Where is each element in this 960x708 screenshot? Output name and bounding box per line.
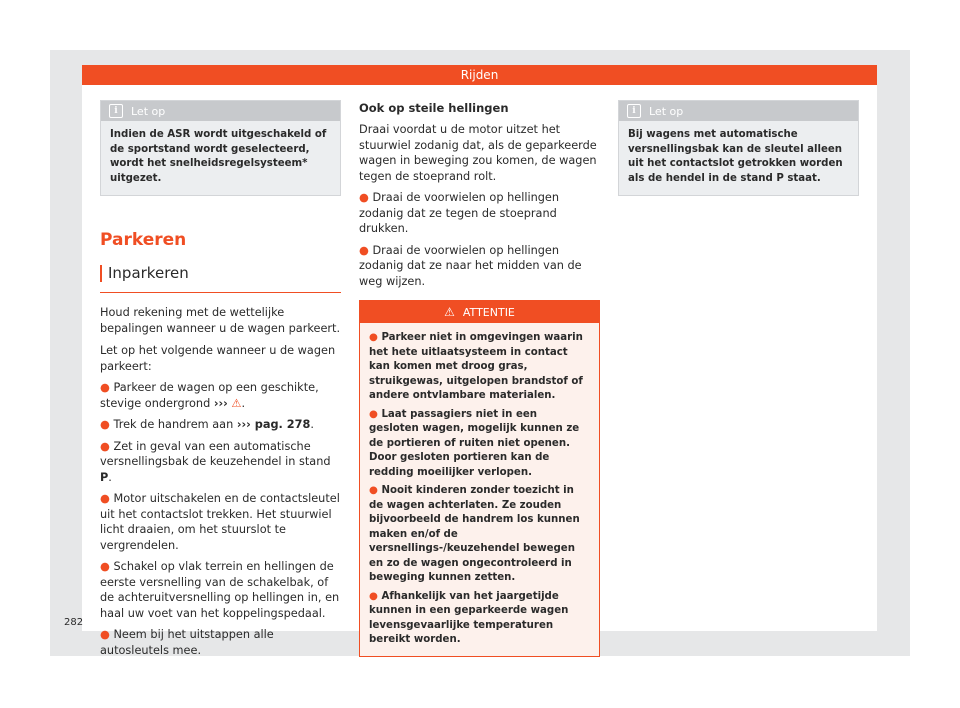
warning-item: ● Parkeer niet in omgevingen waarin het hete uitlaatsysteem in contact kan komen met droog gras, struikgewas, uitgelopen brandstof of andere ontvlambare materialen. xyxy=(369,332,583,401)
subsection-heading xyxy=(100,264,341,293)
chapter-header xyxy=(82,65,877,85)
warning-body xyxy=(360,323,599,656)
manual-page xyxy=(82,65,877,657)
cross-reference-link[interactable]: ››› pag. 278 xyxy=(236,418,311,431)
info-icon: i xyxy=(109,104,123,118)
bullet-item: ● Draai de voorwielen op hellingen zodanig dat ze tegen de stoeprand drukken. xyxy=(359,191,560,235)
page-number: 282 xyxy=(64,617,84,628)
bullet-item: ● Parkeer de wagen op een geschikte, stevige ondergrond ››› ⚠. xyxy=(100,381,319,410)
bullet-item: ● Zet in geval van een automatische versnellingsbak de keuzehendel in stand P. xyxy=(100,439,331,484)
middle-column xyxy=(359,101,600,657)
chapter-title: Rijden xyxy=(460,68,499,82)
bullet-icon: ● xyxy=(100,418,114,431)
info-icon: i xyxy=(627,104,641,118)
paragraph: Houd rekening met de wettelijke bepalingen wanneer u de wagen parkeert. xyxy=(100,306,341,335)
bullet-item: ● Motor uitschakelen en de contactsleutel uit het contactslot trekken. Het stuurwiel licht draaien, om het stuurslot te vergrendelen. xyxy=(100,492,340,552)
cross-reference-link[interactable]: ››› xyxy=(213,396,228,410)
bullet-icon: ● xyxy=(100,560,114,573)
bullet-item: ● Neem bij het uitstappen alle autosleutels mee. xyxy=(100,628,274,657)
bullet-item: ● Draai de voorwielen op hellingen zodanig dat ze naar het midden van de weg wijzen. xyxy=(359,243,582,288)
section-title: Parkeren xyxy=(100,230,187,250)
bullet-icon: ● xyxy=(100,492,114,505)
bullet-icon: ● xyxy=(369,408,382,420)
warning-triangle-icon: ⚠ xyxy=(444,305,455,319)
section-heading: Ook op steile hellingen xyxy=(359,101,509,115)
right-column xyxy=(618,100,859,196)
note-header xyxy=(101,101,340,121)
bullet-icon: ● xyxy=(359,191,373,204)
warning-triangle-icon: ⚠ xyxy=(231,396,242,410)
note-text: Bij wagens met automatische versnellingsbak kan de sleutel alleen uit het contactslot getrokken worden als de hendel in de stand P staat. xyxy=(628,129,843,184)
paragraph: Draai voordat u de motor uitzet het stuurwiel zodanig dat, als de geparkeerde wagen in beweging zou komen, de wagen tegen de stoeprand rolt. xyxy=(359,123,597,183)
bullet-item: ● Schakel op vlak terrein en hellingen de eerste versnelling van de schakelbak, of de achteruitversnelling op hellingen in, en haal uw voet van het koppelingspedaal. xyxy=(100,560,340,620)
note-title: Let op xyxy=(131,104,166,118)
note-text: Indien de ASR wordt uitgeschakeld of de sportstand wordt geselecteerd, wordt het snelheidsregelsysteem* uitgezet. xyxy=(110,129,327,184)
bullet-icon: ● xyxy=(369,590,382,602)
note-box xyxy=(100,100,341,196)
bullet-icon: ● xyxy=(100,439,114,453)
subsection-title: Inparkeren xyxy=(108,264,189,282)
left-column xyxy=(100,100,341,658)
warning-item: ● Nooit kinderen zonder toezicht in de wagen achterlaten. Ze zouden bijvoorbeeld de handrem los kunnen maken en/of de versnellings-/keuzehendel bewegen en zo de wagen ongecontroleerd in beweging kunnen zetten. xyxy=(369,485,580,583)
note-box xyxy=(618,100,859,196)
note-header xyxy=(619,101,858,121)
subsection-marker xyxy=(100,265,102,282)
paragraph: Let op het volgende wanneer u de wagen parkeert: xyxy=(100,344,336,373)
warning-box xyxy=(359,300,600,657)
bullet-icon: ● xyxy=(359,243,373,257)
bullet-item: ● Trek de handrem aan ››› pag. 278. xyxy=(100,418,314,431)
bullet-icon: ● xyxy=(369,485,382,496)
warning-item: ● Laat passagiers niet in een gesloten wagen, mogelijk kunnen ze de portieren of ruiten niet openen. Door gesloten portieren kan de redding moeilijker verlopen. xyxy=(369,408,580,478)
warning-title: ATTENTIE xyxy=(462,305,515,319)
bullet-icon: ● xyxy=(100,381,114,394)
note-title: Let op xyxy=(649,104,684,118)
warning-header xyxy=(360,301,599,323)
bullet-icon: ● xyxy=(100,628,114,641)
bullet-icon: ● xyxy=(369,332,382,343)
warning-item: ● Afhankelijk van het jaargetijde kunnen in een geparkeerde wagen levensgevaarlijke temperaturen bereikt worden. xyxy=(369,590,569,645)
